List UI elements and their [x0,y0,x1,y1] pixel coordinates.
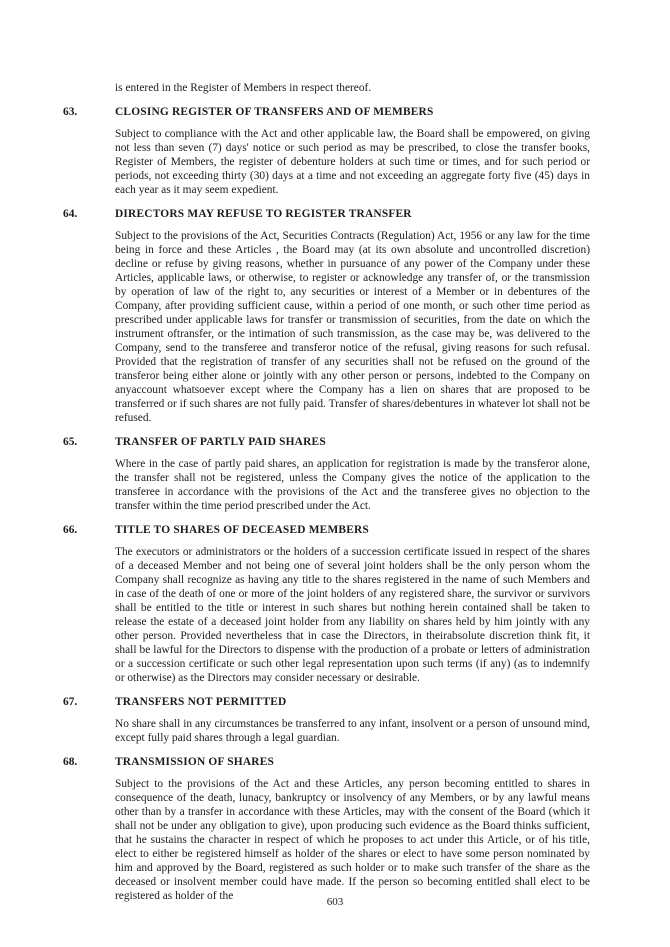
clause-64 [63,207,590,425]
clause-66-heading-row [63,523,590,537]
clause-68-heading-row [63,755,590,769]
clause-64-heading-row [63,207,590,221]
clause-65-number: 65. [63,436,78,448]
clause-63-heading-row [63,105,590,119]
clause-67-title: TRANSFERS NOT PERMITTED [115,696,287,708]
clause-67-heading-row [63,695,590,709]
clause-63-title: CLOSING REGISTER OF TRANSFERS AND OF MEMBERS [115,106,434,118]
clause-64-number: 64. [63,208,78,220]
clause-68-body: Subject to the provisions of the Act and these Articles, any person becoming entitled to shares in consequence of the death, lunacy, bankruptcy or insolvency of any Members, or by any lawful means other than by a transfer in accordance with these Articles, may with the consent of the Board (which it shall not be under any obligation to give), upon producing such evidence as the Board thinks sufficient, that he sustains the character in respect of which he proposes to act under this Article, or of his title, elect to either be registered himself as holder of the shares or elect to have some person nominated by him and approved by the Board, registered as such holder or to make such transfer of the share as the deceased or insolvent member could have made. If the person so becoming entitled shall elect to be registered as holder of the [115,778,590,902]
clause-65-body: Where in the case of partly paid shares, an application for registration is made by the transferor alone, the transfer shall not be registered, unless the Company gives the notice of the application to the transferee in accordance with the provisions of the Act and the transferee gives no objection to the transfer within the time period prescribed under the Act. [115,458,590,512]
continuation-line: is entered in the Register of Members in respect thereof. [115,82,372,94]
clause-64-title: DIRECTORS MAY REFUSE TO REGISTER TRANSFER [115,208,412,220]
clause-63 [63,105,590,197]
clause-66-body: The executors or administrators or the holders of a succession certificate issued in respect of the shares of a deceased Member and not being one of several joint holders shall be the only person whom the Company shall recognize as having any title to the shares registered in the name of such Members and in case of the death of one or more of the joint holders of any registered share, the survivor or survivors shall be entitled to the title or interest in such shares but nothing herein contained shall be taken to release the estate of a deceased joint holder from any liability on shares held by him jointly with any other person. Provided nevertheless that in case the Directors, in theirabsolute discretion think fit, it shall be lawful for the Directors to dispense with the production of a probate or letters of administration or a succession certificate or such other legal representation upon such terms (if any) (as to indemnify or otherwise) as the Directors may consider necessary or desirable. [115,546,590,684]
clause-66-number: 66. [63,524,78,536]
clause-68 [63,755,590,903]
clause-66-title: TITLE TO SHARES OF DECEASED MEMBERS [115,524,369,536]
clause-63-body: Subject to compliance with the Act and other applicable law, the Board shall be empowered, on giving not less than seven (7) days' notice or such period as may be prescribed, to close the transfer books, Register of Members, the register of debenture holders at such time or times, and for such period or periods, not exceeding thirty (30) days at a time and not exceeding an aggregate forty five (45) days in each year as it may seem expedient. [115,128,590,196]
clause-65-title: TRANSFER OF PARTLY PAID SHARES [115,436,326,448]
clause-67-body: No share shall in any circumstances be transferred to any infant, insolvent or a person of unsound mind, except fully paid shares through a legal guardian. [115,718,590,744]
clause-68-number: 68. [63,756,78,768]
clause-68-title: TRANSMISSION OF SHARES [115,756,275,768]
clause-66 [63,523,590,685]
document-content [63,81,590,903]
clause-65-heading-row [63,435,590,449]
clause-63-number: 63. [63,106,78,118]
clause-67 [63,695,590,745]
clause-64-body: Subject to the provisions of the Act, Securities Contracts (Regulation) Act, 1956 or any law for the time being in force and these Articles , the Board may (at its own absolute and uncontrolled discretion) decline or refuse by giving reasons, whether in pursuance of any power of the Company under these Articles, applicable laws, or otherwise, to register or acknowledge any transfer of, or the transmission by operation of law of the right to, any securities or interest of a Member or in debentures of the Company, after providing sufficient cause, within a period of one month, or such other time period as prescribed under applicable laws for transfer or transmission of securities, from the date on which the instrument oftransfer, or the intimation of such transmission, as the case may be, was delivered to the Company, send to the transferee and transferor notice of the refusal, giving reasons for such refusal. Provided that the registration of transfer of any securities shall not be refused on the ground of the transferor being either alone or jointly with any other person or persons, indebted to the Company on anyaccount whatsoever except where the Company has a lien on shares that are proposed to be transferred or if such shares are not fully paid. Transfer of shares/debentures in whatever lot shall not be refused. [115,230,590,424]
page-number: 603 [326,896,344,908]
clause-65 [63,435,590,513]
clause-67-number: 67. [63,696,78,708]
